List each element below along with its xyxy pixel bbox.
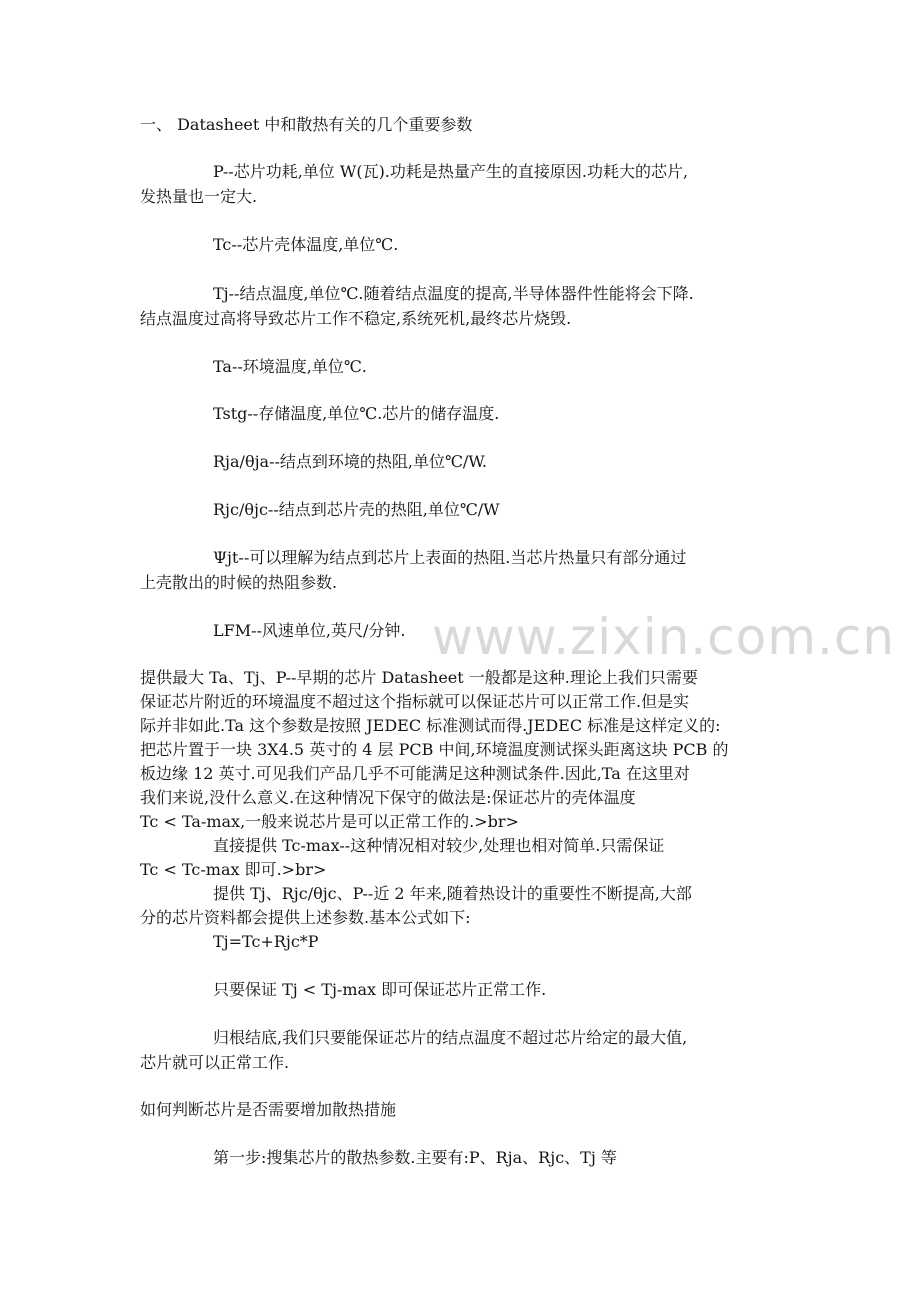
case1-line3: 际并非如此.Ta 这个参数是按照 JEDEC 标准测试而得.JEDEC 标准是这样定义的: <box>140 716 721 735</box>
case1-line7: Tc < Ta-max,一般来说芯片是可以正常工作的.>br> <box>140 812 519 831</box>
param-tstg: Tstg--存储温度,单位℃.芯片的储存温度. <box>213 404 500 423</box>
conclusion-line1: 归根结底,我们只要能保证芯片的结点温度不超过芯片给定的最大值, <box>213 1028 688 1047</box>
case1-line5: 板边缘 12 英寸.可见我们产品几乎不可能满足这种测试条件.因此,Ta 在这里对 <box>140 764 690 783</box>
conclusion-line2: 芯片就可以正常工作. <box>140 1053 290 1072</box>
param-lfm: LFM--风速单位,英尺/分钟. <box>213 621 406 640</box>
subheading: 如何判断芯片是否需要增加散热措施 <box>140 1100 397 1119</box>
param-tc: Tc--芯片壳体温度,单位℃. <box>213 235 399 254</box>
case1-line6: 我们来说,没什么意义.在这种情况下保守的做法是:保证芯片的壳体温度 <box>140 788 636 807</box>
case1-line1: 提供最大 Ta、Tj、P--早期的芯片 Datasheet 一般都是这种.理论上我们只需要 <box>140 668 698 687</box>
param-rjc: Rjc/θjc--结点到芯片壳的热阻,单位℃/W <box>213 500 500 519</box>
case3-line2: 分的芯片资料都会提供上述参数.基本公式如下: <box>140 908 471 927</box>
param-rja: Rja/θja--结点到环境的热阻,单位℃/W. <box>213 452 487 471</box>
section-heading: 一、 Datasheet 中和散热有关的几个重要参数 <box>140 115 473 134</box>
case2-line2: Tc < Tc-max 即可.>br> <box>140 860 327 879</box>
case3-line1: 提供 Tj、Rjc/θjc、P--近 2 年来,随着热设计的重要性不断提高,大部 <box>213 884 692 903</box>
condition-line: 只要保证 Tj < Tj-max 即可保证芯片正常工作. <box>213 980 547 999</box>
case2-line1: 直接提供 Tc-max--这种情况相对较少,处理也相对简单.只需保证 <box>213 836 665 855</box>
step-one: 第一步:搜集芯片的散热参数.主要有:P、Rja、Rjc、Tj 等 <box>213 1148 617 1167</box>
param-tj-line1: Tj--结点温度,单位℃.随着结点温度的提高,半导体器件性能将会下降. <box>213 284 694 303</box>
param-psi-line1: Ψjt--可以理解为结点到芯片上表面的热阻.当芯片热量只有部分通过 <box>213 548 687 567</box>
watermark: www.zixin.com.cn <box>432 608 896 666</box>
case1-line4: 把芯片置于一块 3X4.5 英寸的 4 层 PCB 中间,环境温度测试探头距离这块 PCB 的 <box>140 740 729 759</box>
param-p-line2: 发热量也一定大. <box>140 187 258 206</box>
formula: Tj=Tc+Rjc*P <box>213 932 319 951</box>
param-p-line1: P--芯片功耗,单位 W(瓦).功耗是热量产生的直接原因.功耗大的芯片, <box>213 162 689 181</box>
param-ta: Ta--环境温度,单位℃. <box>213 357 367 376</box>
case1-line2: 保证芯片附近的环境温度不超过这个指标就可以保证芯片可以正常工作.但是实 <box>140 692 690 711</box>
param-psi-line2: 上壳散出的时候的热阻参数. <box>140 573 338 592</box>
param-tj-line2: 结点温度过高将导致芯片工作不稳定,系统死机,最终芯片烧毁. <box>140 309 572 328</box>
